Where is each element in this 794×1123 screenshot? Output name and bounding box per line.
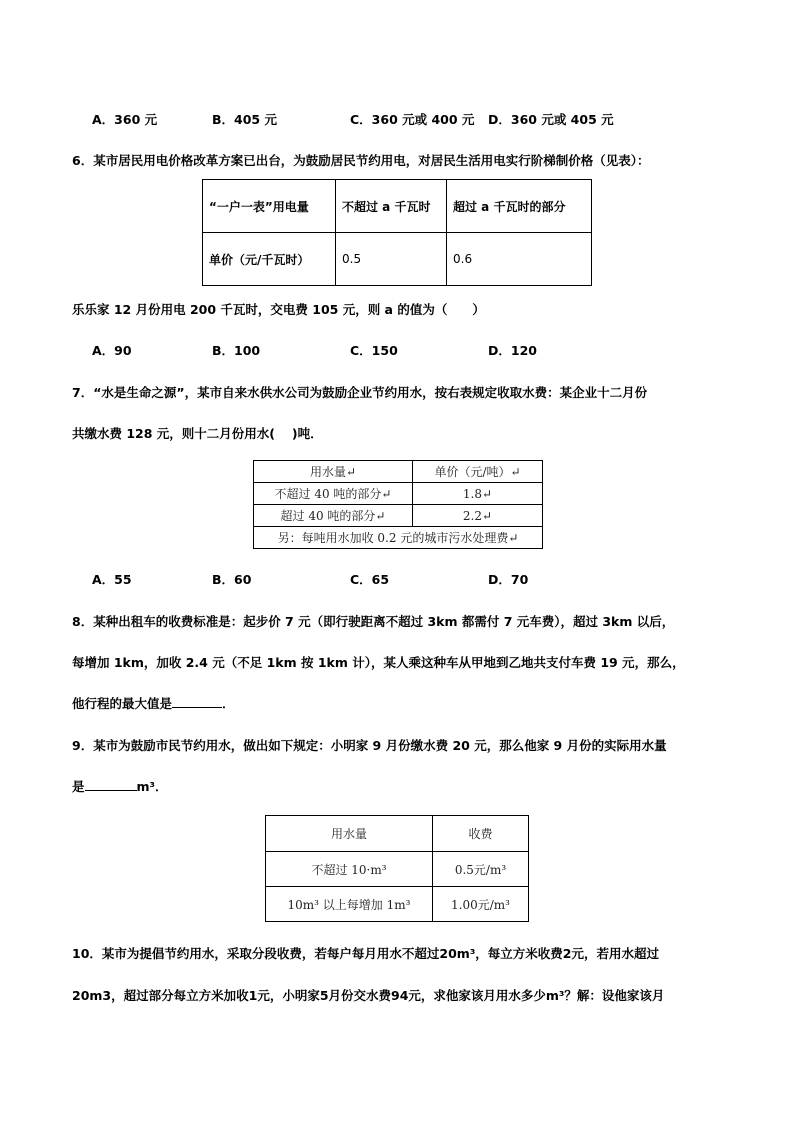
q6-header-usage: “一户一表”用电量: [203, 180, 336, 233]
q6-option-b: B．100: [212, 343, 261, 358]
q6-stem: 6．某市居民用电价格改革方案已出台，为鼓励居民节约用电，对居民生活用电实行阶梯制价格（见表）：: [72, 153, 650, 168]
q9-row2-label: 10m³ 以上每增加 1m³: [266, 887, 433, 922]
q8-line3-end: ．: [222, 696, 235, 711]
q6-price-table: [202, 179, 592, 286]
q9-line2-text: 是: [72, 779, 85, 794]
q5-option-b: B．405 元: [212, 112, 277, 127]
q8-line2: 每增加 1km，加收 2.4 元（不足 1km 按 1km 计），某人乘这种车从甲地到乙地共支付车费 19 元，那么，: [72, 655, 685, 670]
q6-option-a: A．90: [92, 343, 132, 358]
q9-header-fee: 收费: [433, 816, 529, 852]
q7-option-a: A．55: [92, 572, 132, 587]
q8-answer-blank[interactable]: [172, 695, 222, 708]
q6-price-over-a: 0.6: [447, 233, 592, 286]
q7-option-d: D．70: [488, 572, 529, 587]
q10-line1: 10．某市为提倡节约用水，采取分段收费，若每户每月用水不超过20m³，每立方米收费2元，若用水超过: [72, 946, 659, 961]
q9-row1-fee: 0.5元/m³: [433, 852, 529, 887]
q9-line1: 9．某市为鼓励市民节约用水，做出如下规定：小明家 9 月份缴水费 20 元，那么他家 9 月份的实际用水量: [72, 738, 667, 753]
q7-line1: 7．“水是生命之源”，某市自来水供水公司为鼓励企业节约用水，按右表规定收取水费：某企业十二月份: [72, 385, 648, 400]
q7-water-table: [253, 460, 543, 549]
q9-line2-unit: m³．: [136, 779, 168, 794]
q9-row2-fee: 1.00元/m³: [433, 887, 529, 922]
q7-header-usage: 用水量↵: [254, 461, 413, 483]
q5-option-d: D．360 元或 405 元: [488, 112, 614, 127]
q9-answer-blank[interactable]: [85, 778, 137, 791]
q8-line3: [72, 694, 235, 712]
q7-row2-price: 2.2↵: [413, 505, 543, 527]
q5-option-c: C．360 元或 400 元: [350, 112, 475, 127]
q6-option-c: C．150: [350, 343, 398, 358]
q6-question: 乐乐家 12 月份用电 200 千瓦时，交电费 105 元，则 a 的值为（ ）: [72, 302, 485, 317]
q7-option-b: B．60: [212, 572, 252, 587]
q9-header-usage: 用水量: [266, 816, 433, 852]
q6-option-d: D．120: [488, 343, 537, 358]
q10-line2: 20m3，超过部分每立方米加收1元，小明家5月份交水费94元，求他家该月用水多少m³？解：设他家该月: [72, 988, 665, 1003]
q7-line2: 共缴水费 128 元，则十二月份用水( )吨．: [72, 426, 323, 441]
q6-row-label: 单价（元/千瓦时）: [203, 233, 336, 286]
q7-header-price: 单价（元/吨）↵: [413, 461, 543, 483]
q7-row1-price: 1.8↵: [413, 483, 543, 505]
q9-water-table: [265, 815, 529, 922]
q6-header-over-a: 超过 a 千瓦时的部分: [447, 180, 592, 233]
q6-price-under-a: 0.5: [336, 233, 447, 286]
q7-note: 另：每吨用水加收 0.2 元的城市污水处理费↵: [254, 527, 543, 549]
q7-row1-label: 不超过 40 吨的部分↵: [254, 483, 413, 505]
q9-line2: [72, 777, 168, 795]
q8-line3-text: 他行程的最大值是: [72, 696, 173, 711]
q6-header-under-a: 不超过 a 千瓦时: [336, 180, 447, 233]
q5-option-a: A．360 元: [92, 112, 158, 127]
q7-row2-label: 超过 40 吨的部分↵: [254, 505, 413, 527]
q7-option-c: C．65: [350, 572, 390, 587]
q8-line1: 8．某种出租车的收费标准是：起步价 7 元（即行驶距离不超过 3km 都需付 7 元车费），超过 3km 以后，: [72, 614, 675, 629]
q9-row1-label: 不超过 10·m³: [266, 852, 433, 887]
